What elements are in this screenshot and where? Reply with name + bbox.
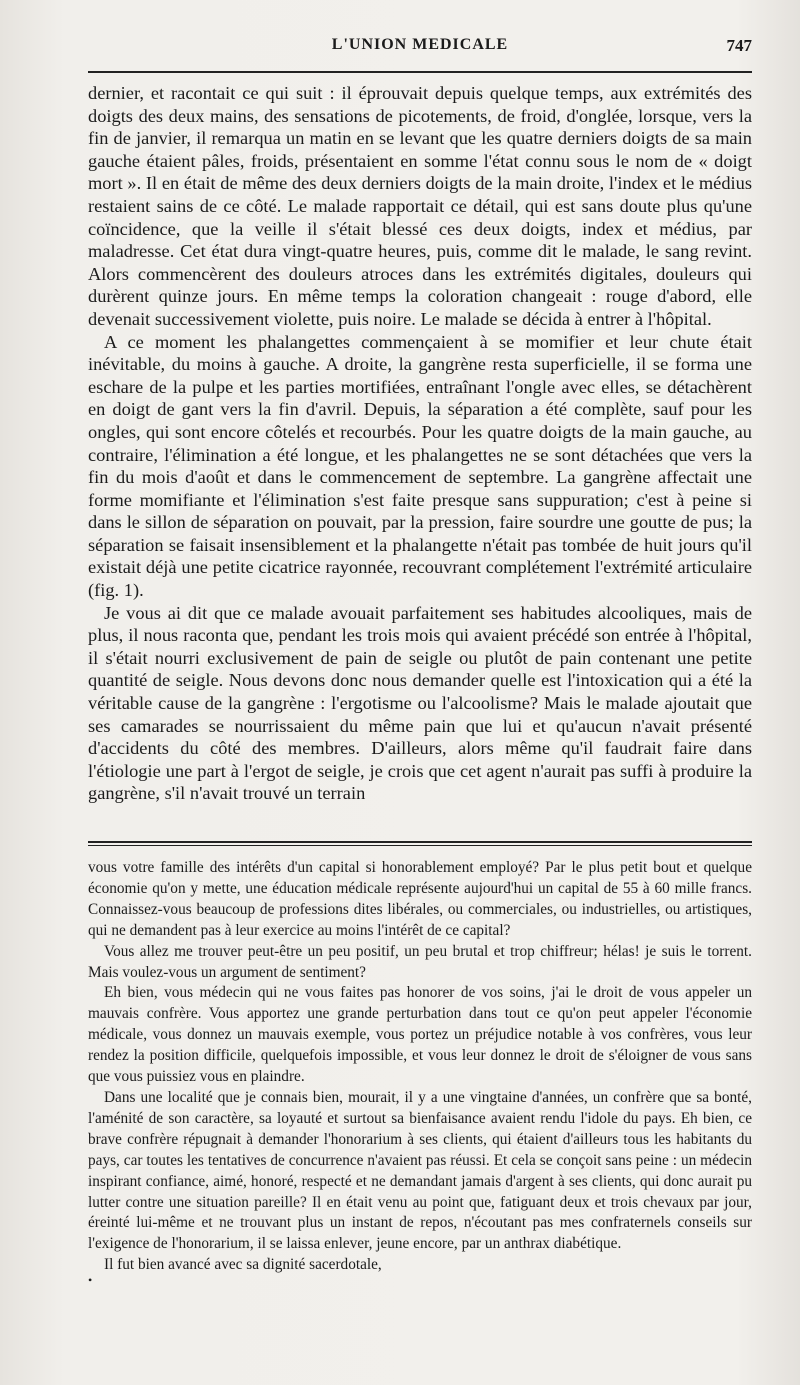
stray-mark: • — [88, 1273, 93, 1288]
footnote-paragraph: Eh bien, vous médecin qui ne vous faites pas honorer de vos soins, j'ai le droit de vous appeler un mauvais confrère. Vous apportez une grande perturbation dans tout ce qu'on peut appeler l'économie médicale, vous donnez un mauvais exemple, vous portez un préjudice notable à vos confrères, vous leur rendez la position difficile, quelquefois impossible, et vous leur donnez le droit de s'éloigner de vous sans que vous puissiez vous en plaindre. — [88, 984, 752, 1086]
main-paragraph: A ce moment les phalangettes commençaient à se momifier et leur chute était inévitable, du moins à gauche. A droite, la gangrène resta superficielle, il se forma une eschare de la pulpe et les parties mortifiées, entraînant l'ongle avec elles, se détachèrent en doigt de gant vers la fin d'avril. Depuis, la séparation a été complète, sauf pour les ongles, qui sont encore côtelés et recourbés. Pour les quatre doigts de la main gauche, au contraire, l'élimination a été longue, et les phalangettes ne se sont détachées que vers la fin du mois d'août et dans le commencement de septembre. La gangrène affectait une forme momifiante et l'élimination s'est faite presque sans suppuration; c'est à peine si dans le sillon de séparation on pouvait, par la pression, faire sourdre une goutte de pus; la séparation se faisait insensiblement et la phalangette n'était pas tombée de huit jours qu'il existait déjà une petite cicatrice rayonnée, recouvrant complétement l'extrémité articulaire (fig. 1). — [88, 331, 752, 601]
footnote-paragraph: Vous allez me trouver peut-être un peu positif, un peu brutal et trop chiffreur; hélas! je suis le torrent. Mais voulez-vous un argument de sentiment? — [88, 942, 752, 981]
running-title: L'UNION MEDICALE — [331, 36, 509, 53]
footnote-text — [88, 858, 752, 1288]
header-rule — [88, 71, 752, 73]
main-text — [88, 82, 752, 805]
footnote-paragraph: Il fut bien avancé avec sa dignité sacerdotale, — [104, 1256, 382, 1274]
page-number: 747 — [726, 36, 752, 55]
main-paragraph: dernier, et racontait ce qui suit : il éprouvait depuis quelque temps, aux extrémités des doigts des deux mains, des sensations de picotements, de froid, d'onglée, lorsque, vers la fin de janvier, il remarqua un matin en se levant que les quatre derniers doigts de sa main gauche étaient pâles, froids, présentaient en somme l'état connu sous le nom de « doigt mort ». Il en était de même des deux derniers doigts de la main droite, l'index et le médius restaient sains de ce côté. Le malade rapportait ce détail, qui est sans doute plus qu'une coïncidence, que la veille il s'était blessé ces deux doigts, index et médius, par maladresse. Cet état dura vingt-quatre heures, puis, comme dit le malade, le sang revint. Alors commencèrent des douleurs atroces dans les extrémités digitales, douleurs qui durèrent quinze jours. En même temps la coloration changeait : rouge d'abord, elle devenait successivement violette, puis noire. Le malade se décida à entrer à l'hôpital. — [88, 83, 752, 329]
page-header — [88, 36, 752, 62]
footnote-paragraph: vous votre famille des intérêts d'un capital si honorablement employé? Par le plus petit bout et quelque économie qu'on y mette, une éducation médicale représente aujourd'hui un capital de 55 à 60 mille francs. Connaissez-vous beaucoup de professions dites libérales, ou commerciales, ou industrielles, ou artistiques, qui ne demandent pas à leur exercice au moins l'intérêt de ce capital? — [88, 859, 752, 939]
main-paragraph: Je vous ai dit que ce malade avouait parfaitement ses habitudes alcooliques, mais de plus, il nous raconta que, pendant les trois mois qui avaient précédé son entrée à l'hôpital, il s'était nourri exclusivement de pain de seigle ou plutôt de pain contenant une petite quantité de seigle. Nous devons donc nous demander quelle est l'intoxication qui a été la véritable cause de la gangrène : l'ergotisme ou l'alcoolisme? Mais le malade ajoutait que ses camarades se nourrissaient du même pain que lui et qu'aucun n'avait présenté d'accidents du côté des membres. D'ailleurs, alors même qu'il faudrait faire dans l'étiologie une part à l'ergot de seigle, je crois que cet agent n'aurait pas suffi à produire la gangrène, s'il n'avait trouvé un terrain — [88, 602, 752, 804]
footnote-paragraph: Dans une localité que je connais bien, mourait, il y a une vingtaine d'années, un confrère que sa bonté, l'aménité de son caractère, sa loyauté et surtout sa bienfaisance avaient rendu l'idole du pays. Eh bien, ce brave confrère répugnait à demander l'honorarium à ses clients, qui étaient d'ailleurs tous les habitants du pays, car toutes les tentatives de concurrence n'avaient pas réussi. Et cela se conçoit sans peine : un médecin inspirant confiance, aimé, honoré, respecté et ne demandant jamais d'argent à ses clients, qui donc aurait pu lutter contre une situation pareille? Il en était venu au point que, fatiguant deux et trois chevaux par jour, éreinté lui-même et ne trouvant plus un instant de repos, n'écoutant pas mes confraternels conseils sur l'exigence de l'honorarium, il se laissa enlever, jeune encore, par un anthrax diabétique. — [88, 1088, 752, 1253]
footnote-separator — [88, 841, 752, 846]
